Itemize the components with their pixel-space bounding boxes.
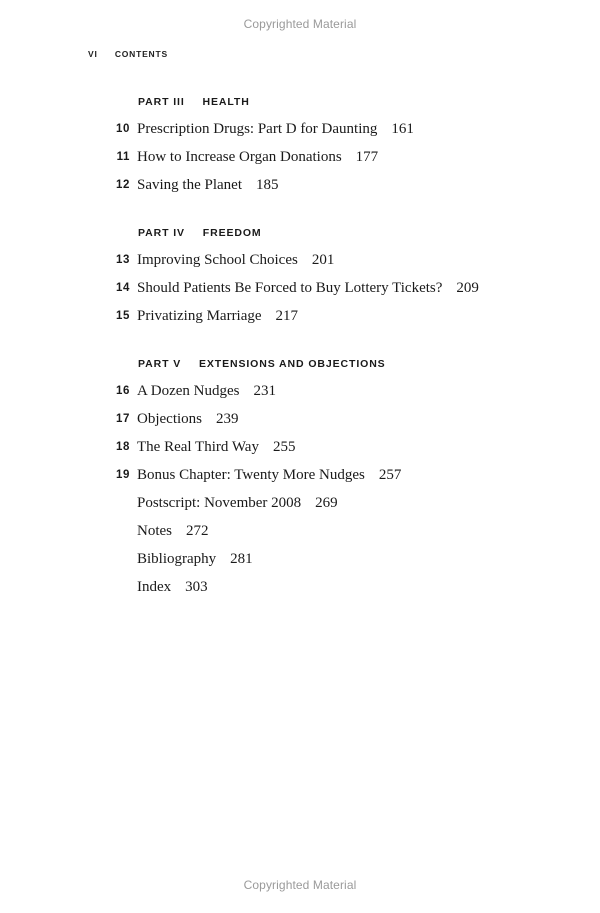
toc-entry[interactable] — [0, 467, 600, 485]
toc-entry[interactable] — [0, 308, 600, 326]
chapter-number: 10 — [116, 123, 130, 135]
chapter-number: 12 — [116, 179, 130, 191]
page-number: 257 — [378, 467, 402, 483]
chapter-number: 13 — [116, 254, 130, 266]
part-label: PART V — [138, 358, 182, 370]
part-heading — [138, 227, 262, 239]
index-title: Index 303 — [137, 579, 208, 595]
chapter-number: 16 — [116, 385, 130, 397]
page-number: 239 — [216, 411, 239, 427]
toc-entry[interactable] — [0, 439, 600, 457]
toc-entry[interactable] — [0, 383, 600, 401]
chapter-number: 14 — [116, 282, 130, 294]
chapter-title: Privatizing Marriage 217 — [137, 308, 299, 324]
toc-entry[interactable] — [0, 523, 600, 541]
part-title: FREEDOM — [202, 227, 262, 239]
part-title: HEALTH — [202, 96, 250, 108]
chapter-title: Bonus Chapter: Twenty More Nudges 257 — [137, 467, 402, 483]
chapter-title: Objections 239 — [137, 411, 239, 427]
page-number: 201 — [311, 252, 335, 268]
page-number: 217 — [275, 308, 299, 324]
chapter-title: How to Increase Organ Donations 177 — [137, 149, 379, 165]
bibliography-title: Bibliography 281 — [137, 551, 253, 567]
chapter-number: 19 — [116, 469, 130, 481]
page-number: 269 — [315, 495, 338, 511]
copyright-watermark-top: Copyrighted Material — [243, 17, 357, 31]
page-number: 161 — [391, 121, 414, 137]
part-label: PART IV — [138, 227, 185, 239]
running-head-section: CONTENTS — [114, 49, 168, 59]
notes-title: Notes 272 — [137, 523, 209, 539]
page-number: 185 — [256, 177, 279, 193]
toc-entry[interactable] — [0, 252, 600, 270]
chapter-number: 17 — [116, 413, 130, 425]
toc-entry[interactable] — [0, 579, 600, 597]
chapter-number: 18 — [116, 441, 130, 453]
toc-entry[interactable] — [0, 121, 600, 139]
page-number: 177 — [355, 149, 379, 165]
toc-entry[interactable] — [0, 495, 600, 513]
chapter-number: 15 — [116, 310, 130, 322]
toc-entry[interactable] — [0, 280, 600, 298]
page-number: 303 — [185, 579, 208, 595]
toc-entry[interactable] — [0, 411, 600, 429]
chapter-title: Improving School Choices 201 — [137, 252, 335, 268]
toc-entry[interactable] — [0, 149, 600, 167]
chapter-title: The Real Third Way 255 — [137, 439, 296, 455]
chapter-title: Prescription Drugs: Part D for Daunting 161 — [137, 121, 414, 137]
page-number: 272 — [186, 523, 209, 539]
page-number: 281 — [230, 551, 253, 567]
chapter-number: 11 — [116, 151, 130, 163]
page-number: 209 — [456, 280, 479, 296]
chapter-title: A Dozen Nudges 231 — [137, 383, 276, 399]
part-heading — [138, 96, 250, 108]
part-title: EXTENSIONS AND OBJECTIONS — [198, 358, 386, 370]
postscript-title: Postscript: November 2008 269 — [137, 495, 338, 511]
copyright-watermark-bottom: Copyrighted Material — [243, 878, 357, 892]
page-number: 255 — [272, 439, 296, 455]
chapter-title: Saving the Planet 185 — [137, 177, 279, 193]
page-folio: VI — [88, 49, 98, 59]
toc-entry[interactable] — [0, 177, 600, 195]
part-heading — [138, 358, 386, 370]
running-head — [88, 49, 168, 59]
chapter-title: Should Patients Be Forced to Buy Lottery Tickets? 209 — [137, 280, 479, 296]
toc-entry[interactable] — [0, 551, 600, 569]
part-label: PART III — [138, 96, 185, 108]
page-number: 231 — [253, 383, 276, 399]
